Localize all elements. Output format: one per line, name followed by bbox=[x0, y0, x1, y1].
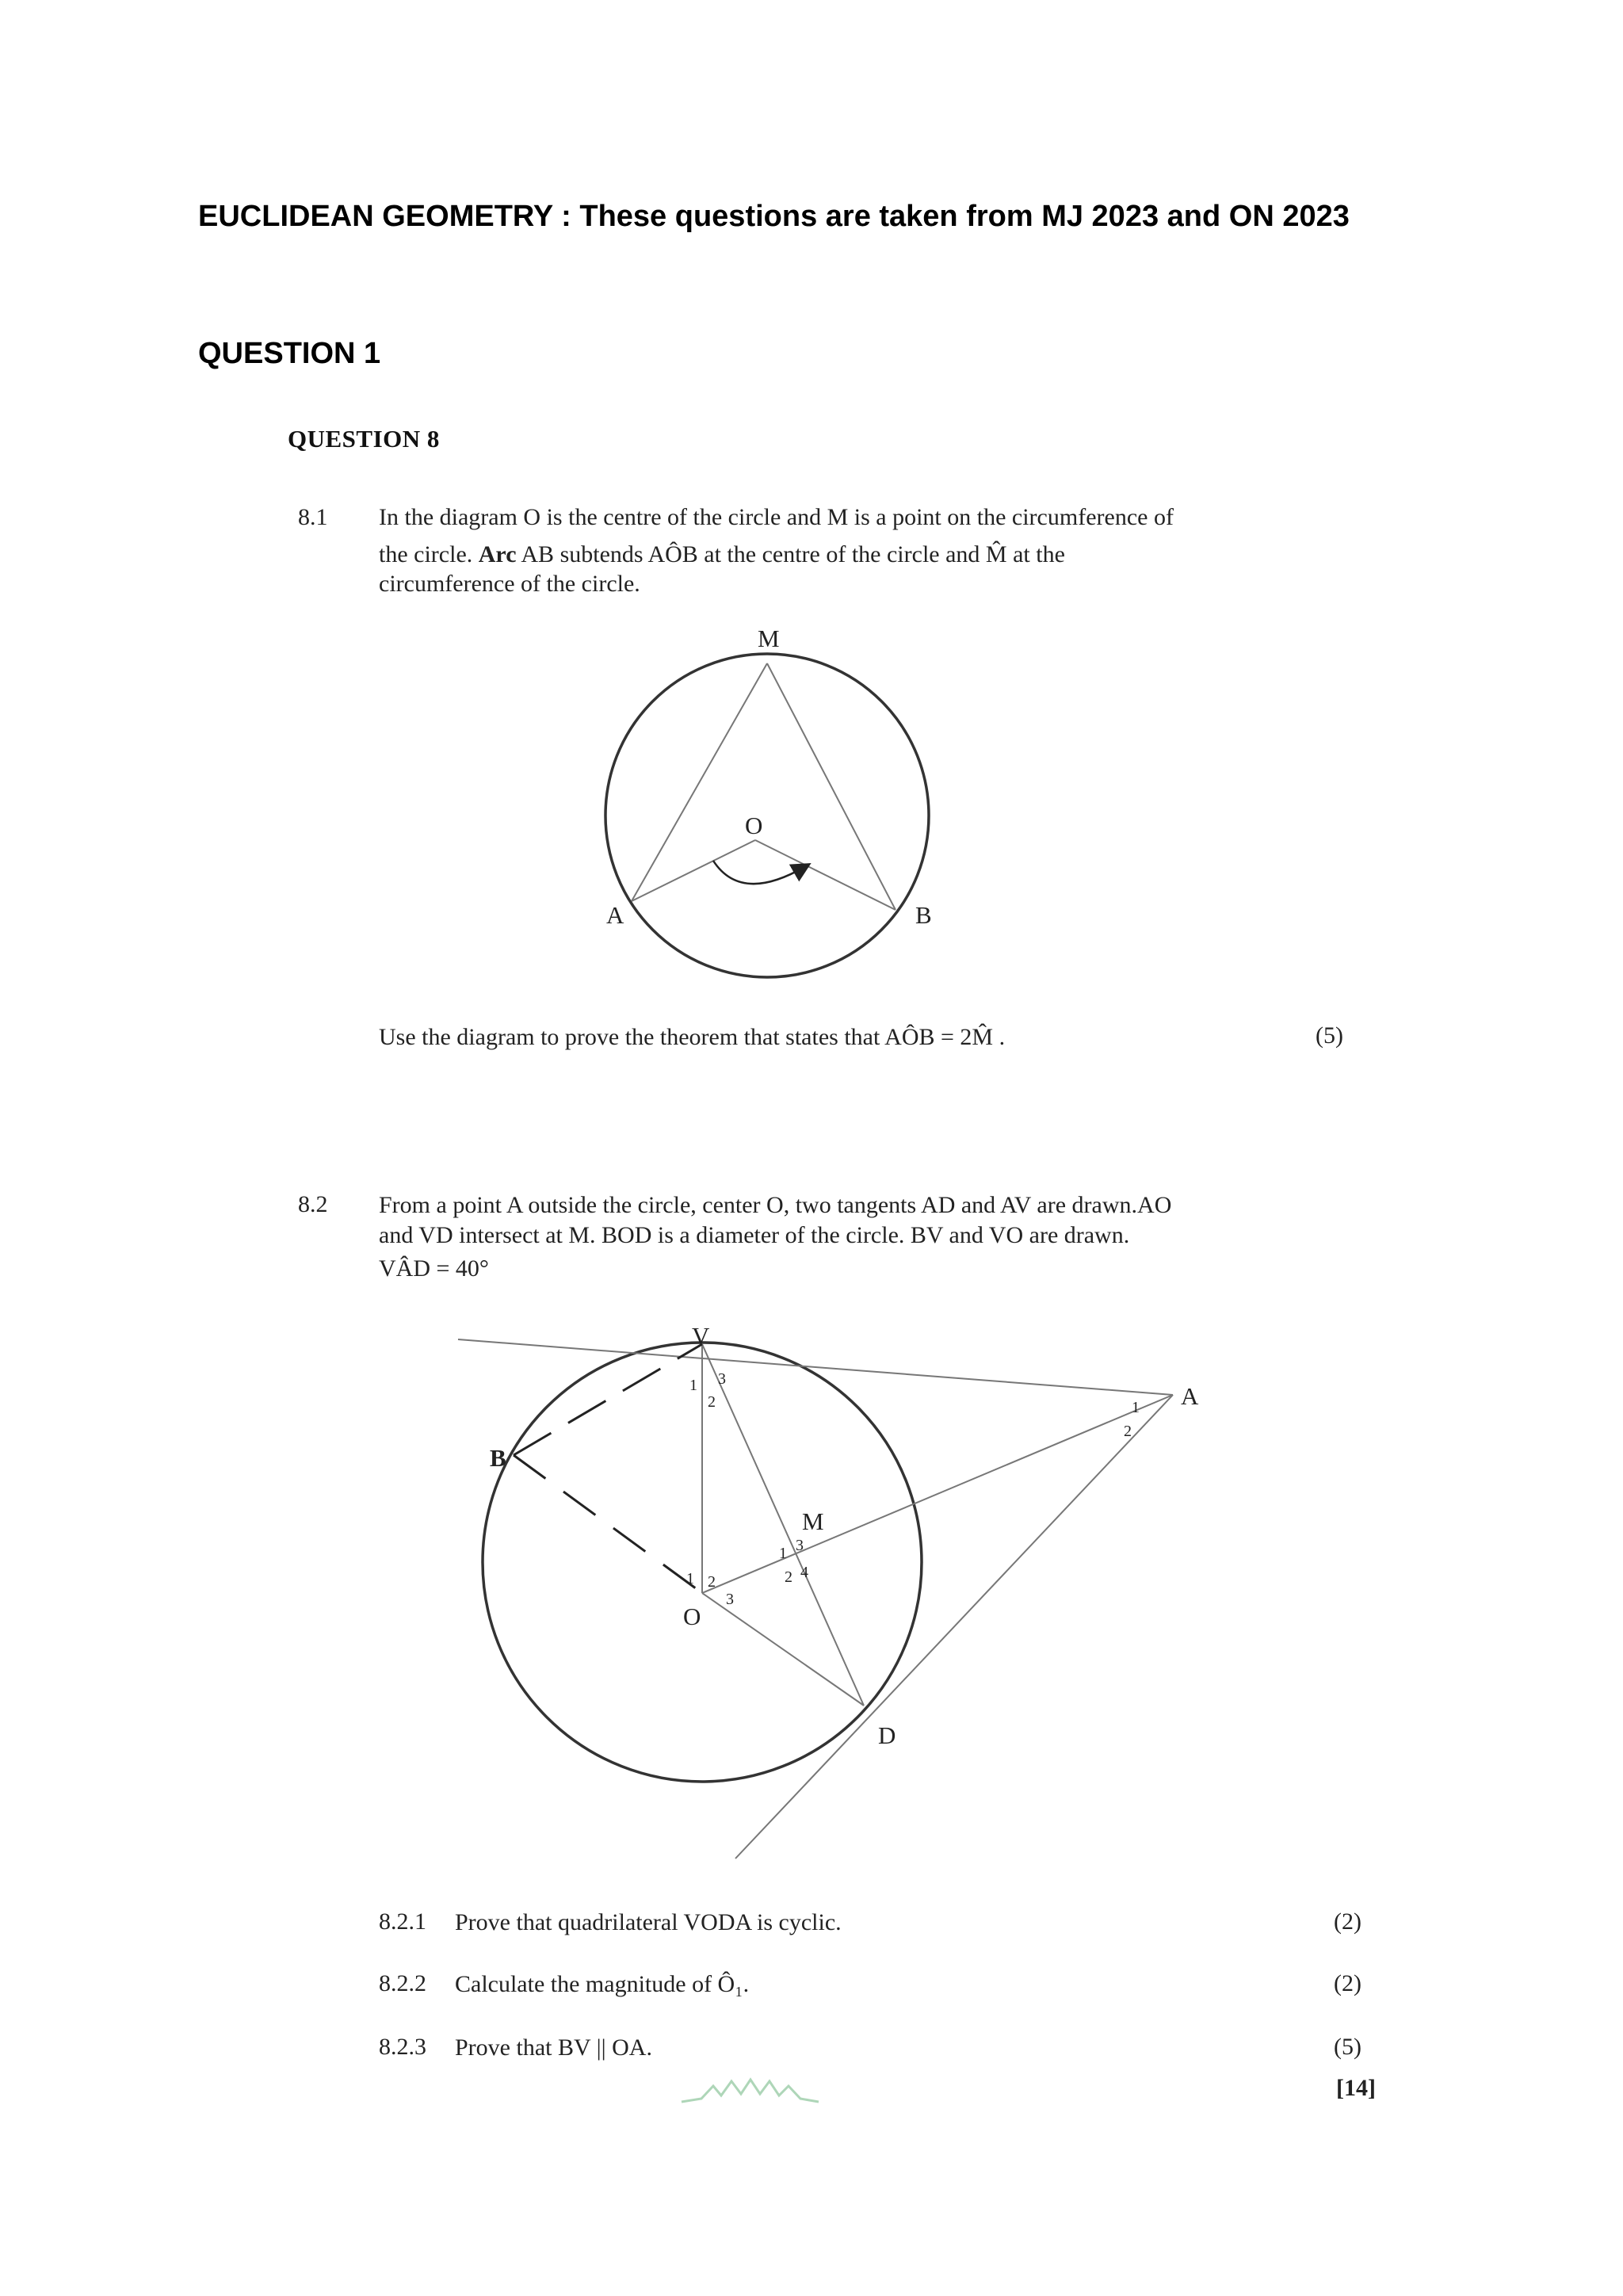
q823-number: 8.2.3 bbox=[379, 2034, 426, 2060]
q81-line2-d: at the bbox=[1013, 541, 1065, 567]
q821-text: Prove that quadrilateral VODA is cyclic. bbox=[455, 1909, 842, 1935]
q82-number: 8.2 bbox=[298, 1191, 328, 1217]
q81-line2-m: M̂ bbox=[985, 541, 1007, 567]
q822-marks: (2) bbox=[1334, 1970, 1361, 1996]
circle-81 bbox=[605, 654, 929, 977]
q823-text: Prove that BV || OA. bbox=[455, 2034, 652, 2061]
line-MA bbox=[632, 663, 767, 901]
q81-line2 bbox=[379, 540, 1065, 569]
line-OD bbox=[702, 1593, 864, 1706]
q81-prove-expr: AÔB = 2M̂ . bbox=[884, 1024, 1006, 1050]
q81-line3: circumference of the circle. bbox=[379, 571, 640, 597]
angle-A1: 1 bbox=[1132, 1399, 1140, 1416]
q822-number: 8.2.2 bbox=[379, 1970, 426, 1996]
tangent-AV bbox=[458, 1339, 1173, 1395]
angle-A2: 2 bbox=[1124, 1423, 1132, 1440]
angle-O1: 1 bbox=[686, 1570, 694, 1587]
line-BO bbox=[514, 1455, 702, 1593]
q821-number: 8.2.1 bbox=[379, 1908, 426, 1935]
label-B: B bbox=[915, 901, 932, 929]
angle-V3: 3 bbox=[718, 1370, 726, 1388]
document-header: EUCLIDEAN GEOMETRY : These questions are taken from MJ 2023 and ON 2023 bbox=[198, 200, 1350, 233]
angle-arrow bbox=[713, 861, 804, 884]
angle-M4: 4 bbox=[800, 1564, 808, 1581]
q823-marks: (5) bbox=[1334, 2034, 1361, 2060]
line-BV bbox=[514, 1344, 702, 1455]
angle-O3: 3 bbox=[726, 1591, 734, 1608]
angle-V2: 2 bbox=[708, 1393, 716, 1411]
question-label: QUESTION 1 bbox=[198, 337, 381, 370]
q81-line2-angle: AÔB bbox=[647, 541, 698, 567]
q81-prove-text: Use the diagram to prove the theorem that states that bbox=[379, 1024, 880, 1050]
q81-number: 8.1 bbox=[298, 504, 328, 530]
q822-text: Calculate the magnitude of Ô₁. bbox=[455, 1971, 750, 1997]
label-M: M bbox=[802, 1507, 824, 1535]
angle-M2: 2 bbox=[785, 1568, 792, 1586]
circle-theorem-diagram bbox=[555, 610, 967, 991]
label-A: A bbox=[1181, 1382, 1199, 1410]
logo-watermark bbox=[678, 2075, 820, 2107]
q81-prove bbox=[379, 1022, 1005, 1052]
label-O: O bbox=[745, 812, 763, 839]
q82-line3: VÂD = 40° bbox=[379, 1255, 489, 1282]
line-OB bbox=[755, 840, 896, 910]
label-O: O bbox=[683, 1603, 701, 1630]
label-A: A bbox=[606, 901, 624, 929]
tangent-diagram bbox=[444, 1316, 1236, 1878]
total-marks: [14] bbox=[1336, 2075, 1376, 2101]
q81-marks: (5) bbox=[1316, 1022, 1343, 1049]
inner-question-title: QUESTION 8 bbox=[288, 425, 440, 453]
label-V: V bbox=[692, 1322, 710, 1350]
q82-line2: and VD intersect at M. BOD is a diameter of the circle. BV and VO are drawn. bbox=[379, 1222, 1130, 1248]
label-B: B bbox=[490, 1444, 506, 1472]
tangent-AD bbox=[735, 1395, 1173, 1859]
angle-O2: 2 bbox=[708, 1573, 716, 1591]
q81-line2-c: at the centre of the circle and bbox=[704, 541, 980, 567]
line-MB bbox=[767, 663, 896, 910]
line-VD bbox=[702, 1344, 864, 1706]
label-M: M bbox=[758, 625, 780, 652]
q81-line2-arc: Arc bbox=[478, 541, 517, 567]
angle-V1: 1 bbox=[689, 1377, 697, 1394]
q81-line1: In the diagram O is the centre of the circle and M is a point on the circumference of bbox=[379, 504, 1174, 530]
angle-M3: 3 bbox=[796, 1537, 804, 1554]
q821-marks: (2) bbox=[1334, 1908, 1361, 1935]
angle-M1: 1 bbox=[779, 1545, 787, 1562]
q81-line2-a: the circle. bbox=[379, 541, 473, 567]
line-OA bbox=[702, 1395, 1173, 1593]
line-OA bbox=[632, 840, 755, 901]
label-D: D bbox=[878, 1721, 896, 1749]
q82-line1: From a point A outside the circle, center O, two tangents AD and AV are drawn.AO bbox=[379, 1192, 1172, 1218]
q81-line2-b: AB subtends bbox=[521, 541, 643, 567]
